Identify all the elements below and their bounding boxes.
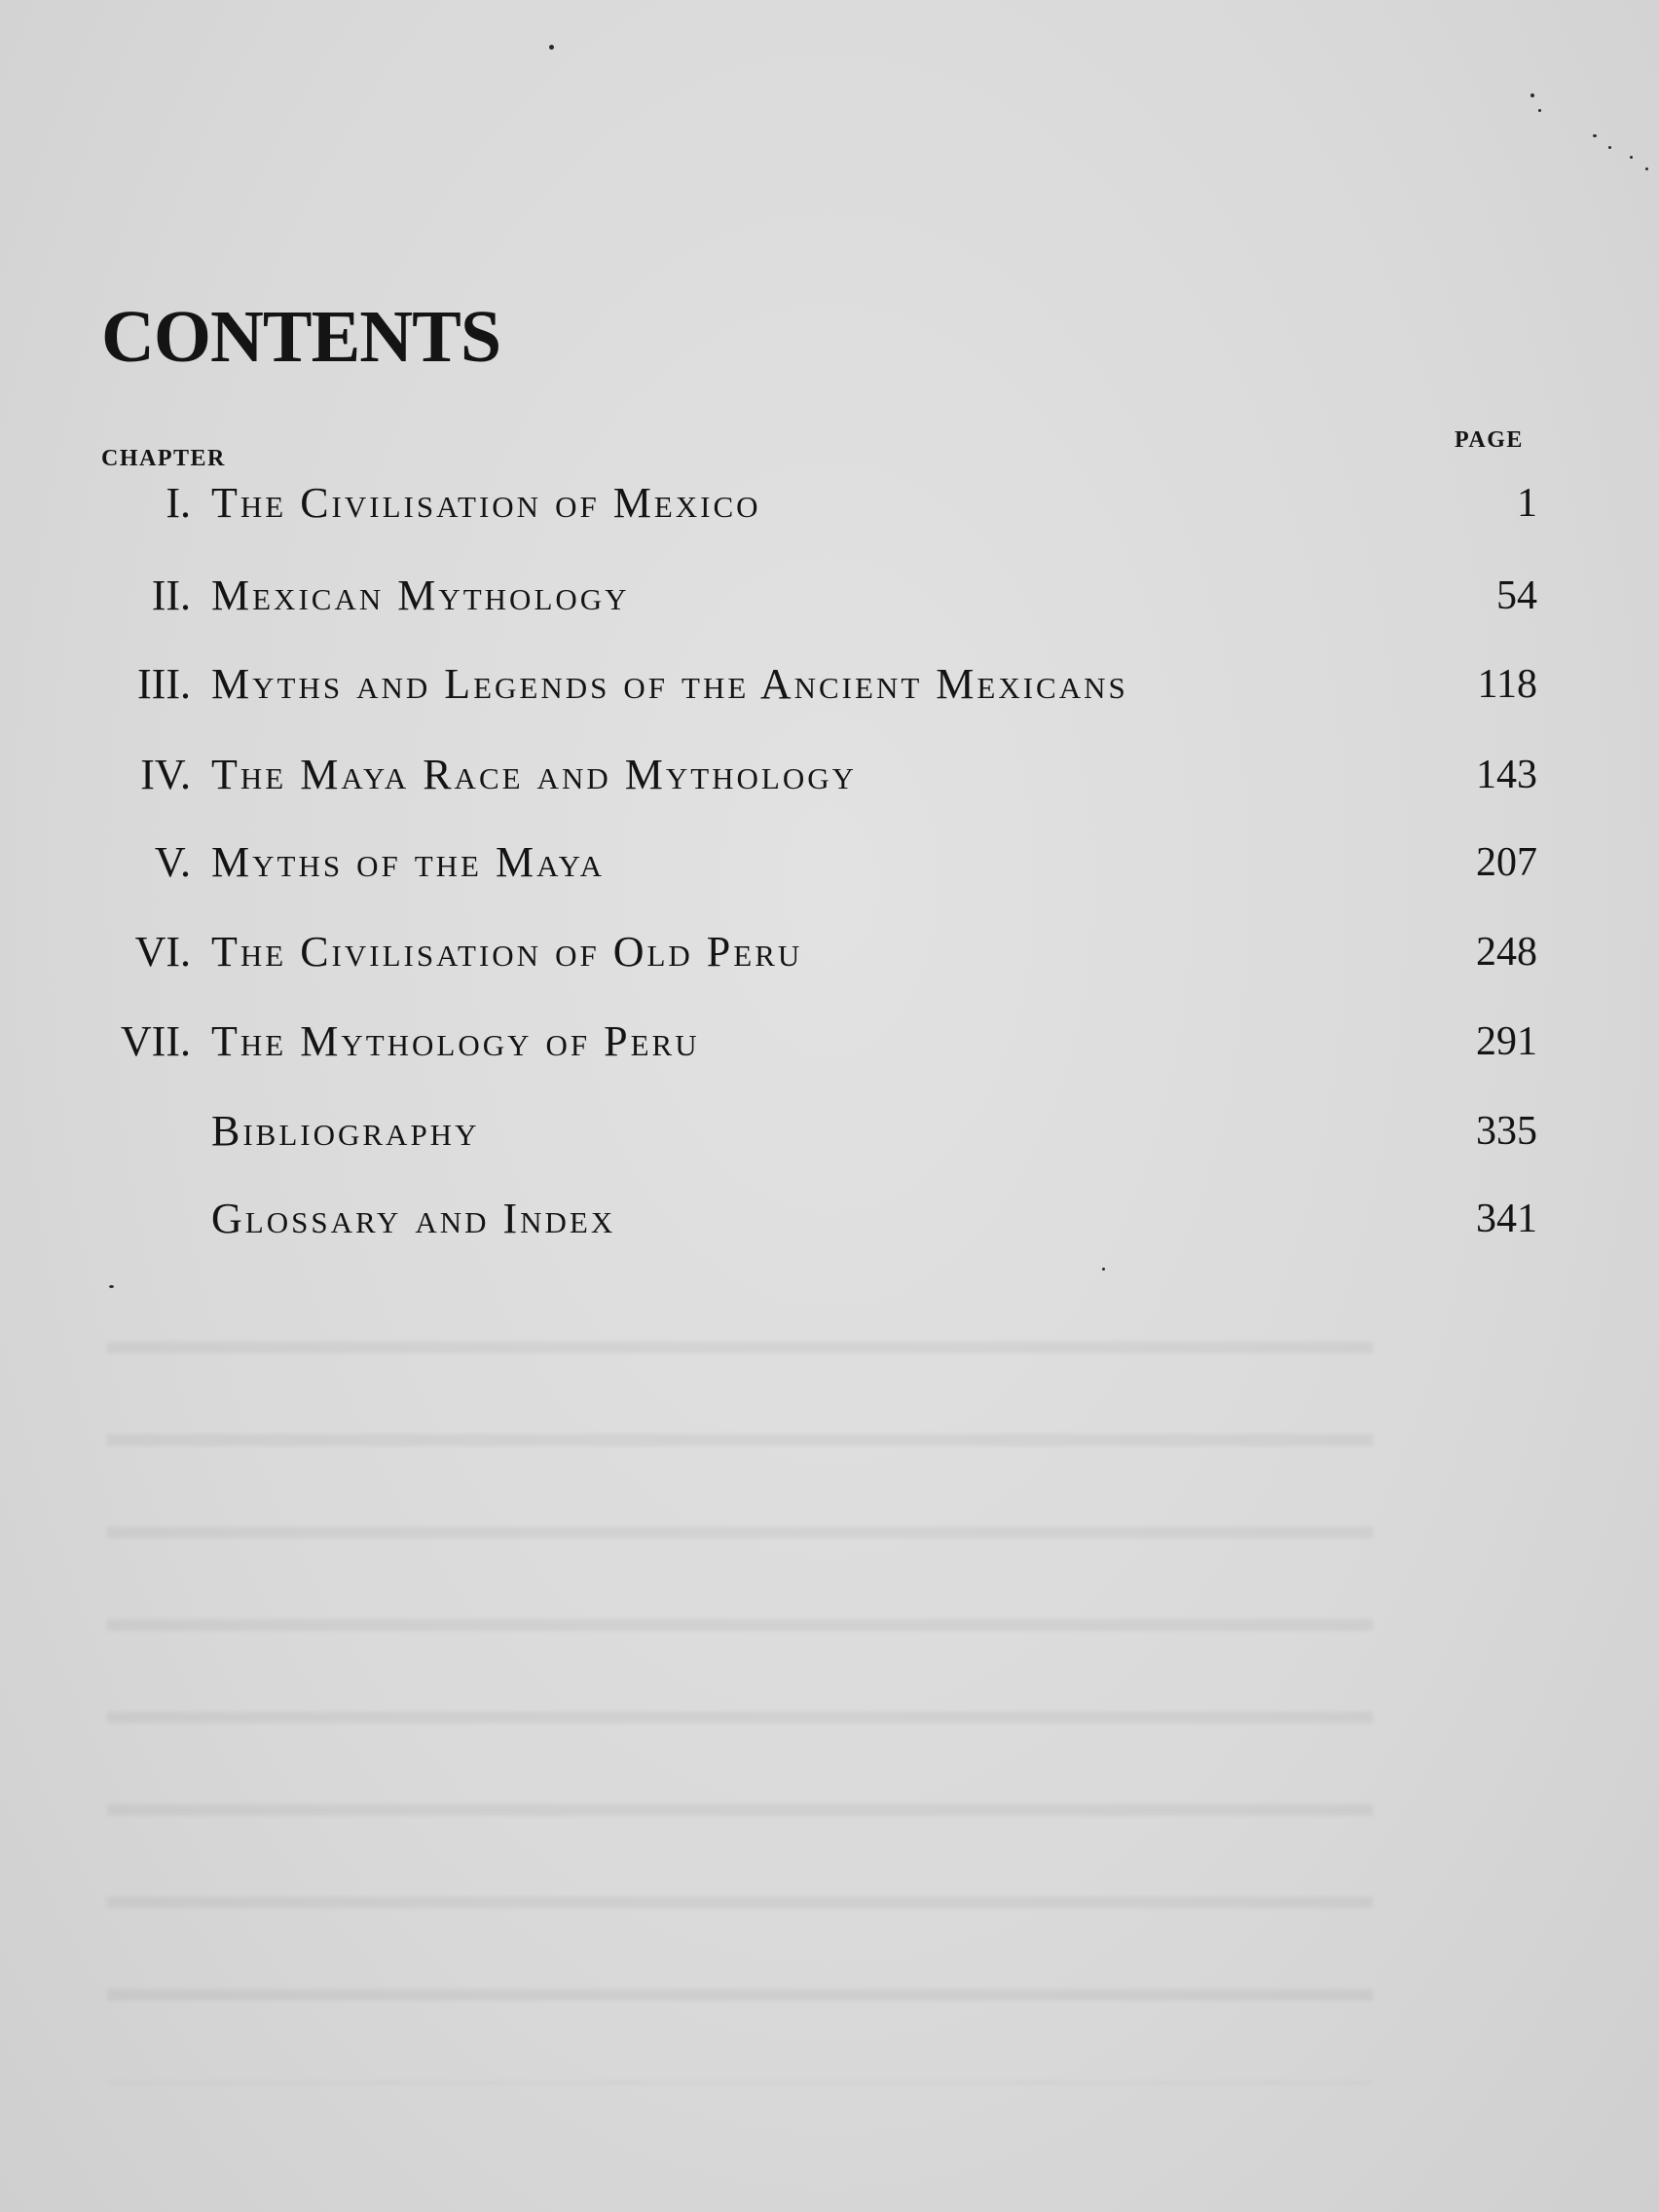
chapter-title: The Civilisation of Mexico	[211, 479, 761, 527]
page-number: 1	[1517, 481, 1537, 526]
page-column-header: PAGE	[1455, 427, 1524, 453]
chapter-title: The Mythology of Peru	[211, 1017, 700, 1065]
chapter-number: II.	[151, 571, 191, 619]
ink-speck	[1102, 1268, 1105, 1271]
ink-speck	[1538, 109, 1541, 112]
toc-entry	[0, 1190, 1659, 1248]
chapter-title: Glossary and Index	[211, 1195, 616, 1242]
chapter-number: VI.	[134, 928, 191, 976]
chapter-title: The Maya Race and Mythology	[211, 751, 858, 798]
ink-speck	[1530, 93, 1534, 97]
page-number: 335	[1476, 1109, 1537, 1154]
page-number: 291	[1476, 1019, 1537, 1064]
chapter-number: III.	[137, 660, 191, 708]
page-number: 143	[1476, 753, 1537, 797]
page-number: 248	[1476, 930, 1537, 975]
toc-entry	[0, 923, 1659, 981]
toc-entry	[0, 1013, 1659, 1071]
chapter-number: IV.	[140, 751, 191, 798]
chapter-number: V.	[154, 838, 191, 886]
ink-speck	[1645, 167, 1648, 170]
toc-entry	[0, 567, 1659, 625]
chapter-title: The Civilisation of Old Peru	[211, 928, 803, 976]
page-number: 118	[1477, 662, 1537, 707]
page-number: 207	[1476, 840, 1537, 885]
show-through-text	[107, 1285, 1373, 2083]
ink-speck	[1608, 146, 1611, 149]
toc-entry	[0, 474, 1659, 533]
chapter-column-header: CHAPTER	[101, 446, 226, 471]
page-number: 54	[1496, 573, 1537, 618]
page-number: 341	[1476, 1197, 1537, 1241]
ink-speck	[1593, 134, 1597, 137]
ink-speck	[549, 45, 554, 50]
chapter-title: Mexican Mythology	[211, 571, 630, 619]
ink-speck	[109, 1285, 114, 1288]
chapter-number: VII.	[120, 1017, 191, 1065]
toc-entry	[0, 655, 1659, 714]
contents-heading: CONTENTS	[101, 296, 501, 378]
chapter-title: Myths and Legends of the Ancient Mexicans	[211, 660, 1128, 708]
ink-speck	[1630, 156, 1633, 159]
toc-entry	[0, 1102, 1659, 1161]
toc-entry	[0, 746, 1659, 804]
chapter-title: Bibliography	[211, 1107, 480, 1155]
chapter-number: I.	[166, 479, 191, 527]
toc-entry	[0, 833, 1659, 892]
chapter-title: Myths of the Maya	[211, 838, 605, 886]
